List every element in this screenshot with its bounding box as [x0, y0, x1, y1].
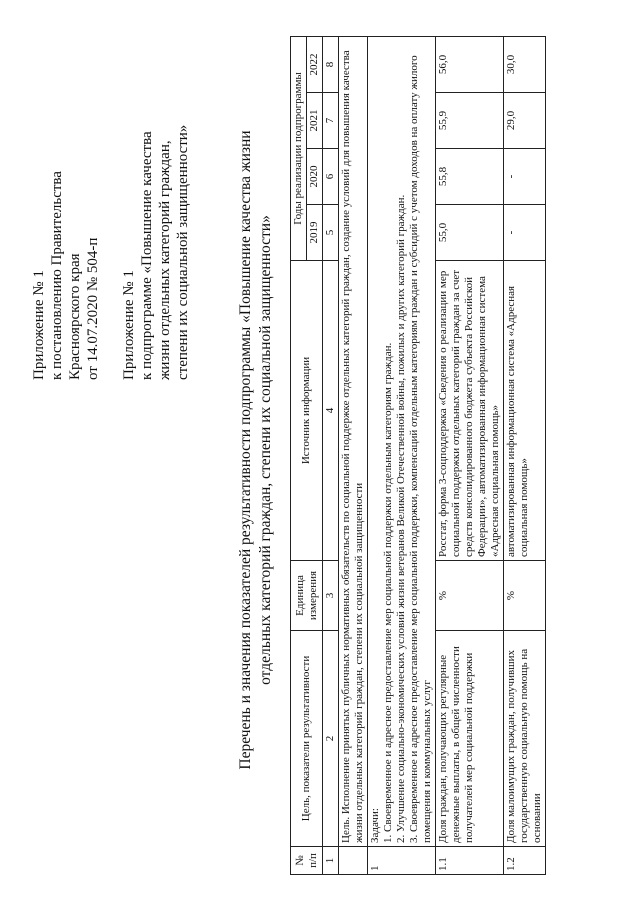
- header-indicator: Цель, показатели результативности: [291, 631, 323, 847]
- row-value-2021: 29,0: [504, 93, 546, 149]
- header-years-group: Годы реализации подпрограммы: [291, 36, 307, 260]
- appendix-note: [30, 20, 192, 380]
- appendix-line: к постановлению Правительства: [49, 171, 65, 380]
- column-number: 4: [323, 261, 339, 561]
- header-unit: Единица измерения: [291, 561, 323, 631]
- row-value-2020: 55,8: [436, 149, 504, 205]
- appendix-line: от 14.07.2020 № 504-п: [85, 237, 101, 380]
- header-year: 2019: [307, 205, 323, 261]
- appendix-line: Красноярского края: [67, 253, 83, 380]
- task-row: [368, 36, 436, 874]
- header-year: 2022: [307, 36, 323, 92]
- title-line: Перечень и значения показателей результативности подпрограммы «Повышение качества жизни: [237, 130, 254, 770]
- task-line: 1. Своевременное и адресное предоставление мер социальной поддержки отдельным категориям граждан.: [382, 342, 394, 843]
- row-source: Росстат, форма 3-соцподдержка «Сведения о реализации мер социальной поддержки отдельных категорий граждан за счет средств консолидированного бюджета субъекта Российской Федерации», автоматизированная информационная система «Адресная социальная помощь»: [436, 261, 504, 561]
- row-indicator: Доля граждан, получающих регулярные денежные выплаты, в общей численности получателей мер социальной поддержки: [436, 631, 504, 847]
- column-number: 6: [323, 149, 339, 205]
- column-number: 8: [323, 36, 339, 92]
- column-number: 2: [323, 631, 339, 847]
- header-source: Источник информации: [291, 261, 323, 561]
- row-num: 1.1: [436, 847, 504, 875]
- task-text: [368, 36, 436, 846]
- header-num: № п/п: [291, 847, 323, 875]
- row-value-2020: -: [504, 149, 546, 205]
- header-year: 2021: [307, 93, 323, 149]
- header-year: 2020: [307, 149, 323, 205]
- row-value-2019: -: [504, 205, 546, 261]
- row-unit: %: [436, 561, 504, 631]
- task-line: 2. Улучшение социально-экономических условий жизни ветеранов Великой Отечественной войны, пожилых и других категорий граждан.: [395, 194, 407, 843]
- row-unit: %: [504, 561, 546, 631]
- column-number: 5: [323, 205, 339, 261]
- title-line: отдельных категорий граждан, степени их социальной защищенности»: [257, 215, 274, 685]
- row-value-2022: 56,0: [436, 36, 504, 92]
- column-number: 7: [323, 93, 339, 149]
- task-num: 1: [368, 847, 436, 875]
- document-title: [236, 25, 276, 875]
- appendix-spacer: [102, 20, 120, 380]
- header-row: [291, 36, 307, 874]
- column-number: 3: [323, 561, 339, 631]
- task-line: 3. Своевременное и адресное предоставление мер социальной поддержки, компенсаций отдельным категориям граждан и субсидий с учетом доходов на оплату жилого помещения и коммунальных услуг: [408, 55, 433, 843]
- row-value-2022: 30,0: [504, 36, 546, 92]
- table-row: [436, 36, 504, 874]
- appendix-line: Приложение № 1: [31, 270, 47, 380]
- goal-num-cell: [339, 847, 368, 875]
- appendix-line: Приложение № 1: [121, 270, 137, 380]
- row-value-2019: 55,0: [436, 205, 504, 261]
- appendix-line: степени их социальной защищенности»: [175, 124, 191, 380]
- indicators-table: [290, 36, 546, 875]
- row-num: 1.2: [504, 847, 546, 875]
- goal-row: [339, 36, 368, 874]
- appendix-line: жизни отдельных категорий граждан,: [157, 140, 173, 380]
- row-source: автоматизированная информационная система «Адресная социальная помощь»: [504, 261, 546, 561]
- row-value-2021: 55,9: [436, 93, 504, 149]
- table-row: [504, 36, 546, 874]
- task-line: Задачи:: [369, 808, 381, 843]
- column-number: 1: [323, 847, 339, 875]
- column-numbers-row: [323, 36, 339, 874]
- goal-text: Цель. Исполнение принятых публичных нормативных обязательств по социальной поддержке отдельных категорий граждан, создание условий для повышения качества жизни отдельных категорий граждан, степени их социальной защищенности: [339, 36, 368, 846]
- row-indicator: Доля малоимущих граждан, получивших государственную социальную помощь на основании: [504, 631, 546, 847]
- appendix-line: к подпрограмме «Повышение качества: [139, 131, 155, 380]
